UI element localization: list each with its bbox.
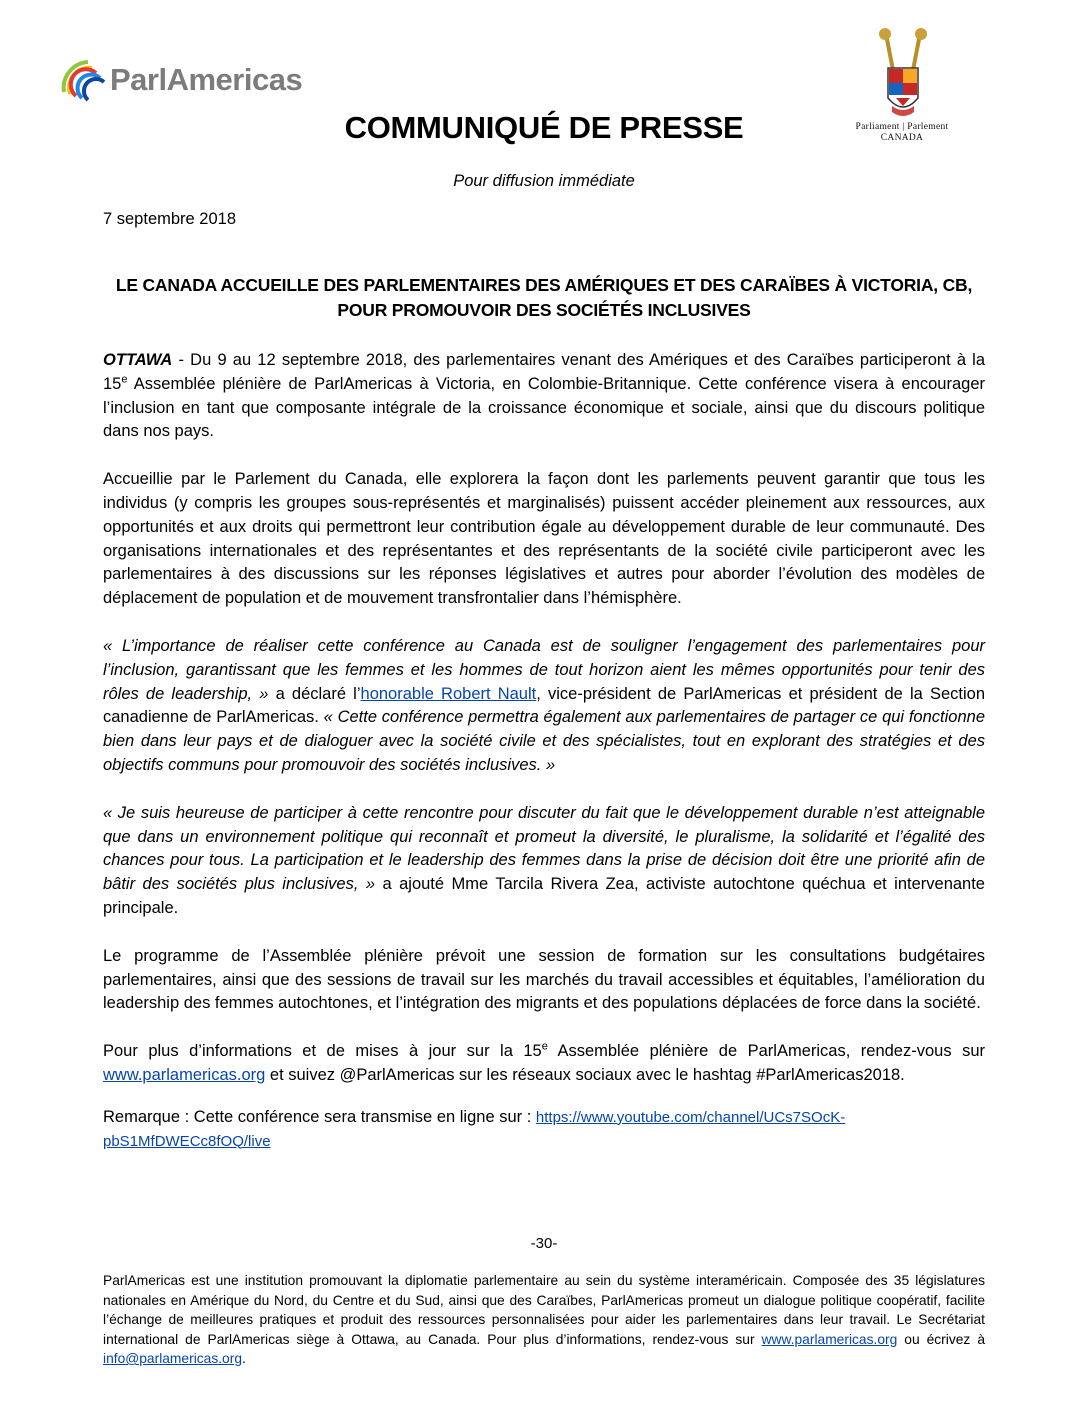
- footer-text-b: ou écrivez à: [897, 1331, 985, 1347]
- release-date: 7 septembre 2018: [103, 210, 237, 228]
- quote-nault-2: « Cette conférence permettra également aux parlementaires de partager ce qui fonctionne bien dans leur pays et de dialoguer avec la société civile et des spécialistes, tout en explorant des stratégies et des objectifs communs pour promouvoir des sociétés inclusives. »: [103, 708, 985, 774]
- paragraph-more-info: [103, 1040, 985, 1088]
- page-title: COMMUNIQUÉ DE PRESSE: [344, 110, 744, 145]
- more-info-text-b: Assemblée plénière de ParlAmericas, rendez-vous sur: [547, 1042, 985, 1061]
- livestream-text: Remarque : Cette conférence sera transmise en ligne sur :: [103, 1107, 536, 1126]
- quote-rivera: « Je suis heureuse de participer à cette rencontre pour discuter du fait que le développement durable n’est atteignable que dans un environnement politique qui reconnaît et promeut la diversité, le pluralisme, la solidarité et l’égalité des chances pour tous. La participation et le leadership des femmes dans la prise de décision doit être une priorité afin de bâtir des sociétés plus inclusives, »: [103, 803, 985, 894]
- headline-line1: LE CANADA ACCUEILLE DES PARLEMENTAIRES DES AMÉRIQUES ET DES CARAÏBES À VICTORIA, CB,: [115, 275, 973, 295]
- robert-nault-link[interactable]: honorable Robert Nault: [360, 684, 537, 703]
- crest-caption-line1: Parliament | Parlement: [855, 122, 949, 132]
- paragraph-intro: [103, 349, 985, 444]
- logo-wordmark: ParlAmericas: [110, 62, 303, 97]
- youtube-url-line1: https://www.youtube.com/channel/UCs7SOcK-: [535, 1108, 846, 1126]
- paragraph-livestream: [103, 1106, 985, 1154]
- body-text: [103, 349, 985, 1177]
- attribution-rivera: a ajouté Mme Tarcila Rivera Zea, activiste autochtone quéchua et intervenante principale.: [103, 875, 985, 917]
- footer-boilerplate: [103, 1271, 985, 1369]
- paragraph-quote-rivera: [103, 802, 985, 921]
- quote-nault-1: « L’importance de réaliser cette conférence au Canada est de souligner l’engagement des parlementaires pour l’inclusion, garantissant que les femmes et les hommes de tout horizon aient les mêmes opportunités pour tenir des rôles de leadership, »: [103, 636, 985, 703]
- parlamericas-website-link[interactable]: www.parlamericas.org: [103, 1065, 266, 1084]
- ordinal-suffix: e: [121, 373, 128, 386]
- release-subtitle: Pour diffusion immédiate: [453, 172, 635, 190]
- intro-text-b: Assemblée plénière de ParlAmericas à Victoria, en Colombie-Britannique. Cette conférence visera à encourager l’inclusion en tant que composante intégrale de la croissance économique et sociale, ainsi que du discours politique dans nos pays.: [103, 374, 985, 441]
- footer-email-link[interactable]: info@parlamericas.org: [103, 1351, 242, 1366]
- headline-line2: POUR PROMOUVOIR DES SOCIÉTÉS INCLUSIVES: [337, 300, 751, 320]
- parlamericas-logo: [58, 52, 328, 118]
- youtube-url-line2: pbS1MfDWECc8fOQ/live: [103, 1132, 271, 1150]
- end-mark: -30-: [530, 1235, 558, 1252]
- crest-caption-line2: CANADA: [880, 133, 924, 143]
- attribution-text-b: , vice-président de ParlAmericas et président de la Section canadienne de ParlAmericas.: [103, 684, 986, 727]
- paragraph-program: Le programme de l’Assemblée plénière prévoit une session de formation sur les consultations budgétaires parlementaires, ainsi que des sessions de travail sur les marchés du travail accessibles et équitables, l’amélioration du leadership des femmes autochtones, et l’intégration des migrants et des populations déplacées de force dans la société.: [103, 946, 985, 1013]
- intro-text-a: - Du 9 au 12 septembre 2018, des parlementaires venant des Amériques et des Caraïbes participeront à la 15: [103, 351, 985, 393]
- parlamericas-swirl-icon: [58, 52, 118, 118]
- footer-text-c: .: [242, 1351, 246, 1366]
- dateline: OTTAWA: [103, 351, 173, 369]
- footer-text-a: ParlAmericas est une institution promouvant la diplomatie parlementaire au sein du système interaméricain. Composée des 35 législatures nationales en Amérique du Nord, du Centre et du Sud, ainsi que des Caraïbes, ParlAmericas promeut un dialogue politique coopératif, facilite l’échange de meilleures pratiques et produit des ressources personnalisées pour aider les parlementaires dans leur travail. Le Secrétariat international de ParlAmericas siège à Ottawa, au Canada. Pour plus d’informations, rendez-vous sur: [103, 1273, 985, 1347]
- paragraph-quote-nault: [103, 635, 985, 778]
- headline: [103, 273, 985, 323]
- paragraph-host: Accueillie par le Parlement du Canada, elle explorera la façon dont les parlements peuvent garantir que tous les individus (y compris les groupes sous-représentés et marginalisés) puissent accéder pleinement aux ressources, aux opportunités et aux droits qui permettront leur contribution égale au développement durable de leur communauté. Des organisations internationales et des représentantes et des représentants de la société civile participeront avec les parlementaires à des discussions sur les réponses législatives et autres pour aborder l’évolution des modèles de déplacement de population et de mouvement transfrontalier dans l’hémisphère.: [103, 470, 985, 608]
- footer-website-link[interactable]: www.parlamericas.org: [761, 1331, 898, 1347]
- more-info-text-a: Pour plus d’informations et de mises à jour sur la 15: [103, 1042, 542, 1061]
- ordinal-suffix-2: e: [541, 1040, 548, 1053]
- attribution-text-a: a déclaré l’: [268, 684, 361, 703]
- more-info-text-c: et suivez @ParlAmericas sur les réseaux sociaux avec le hashtag #ParlAmericas2018.: [265, 1065, 905, 1084]
